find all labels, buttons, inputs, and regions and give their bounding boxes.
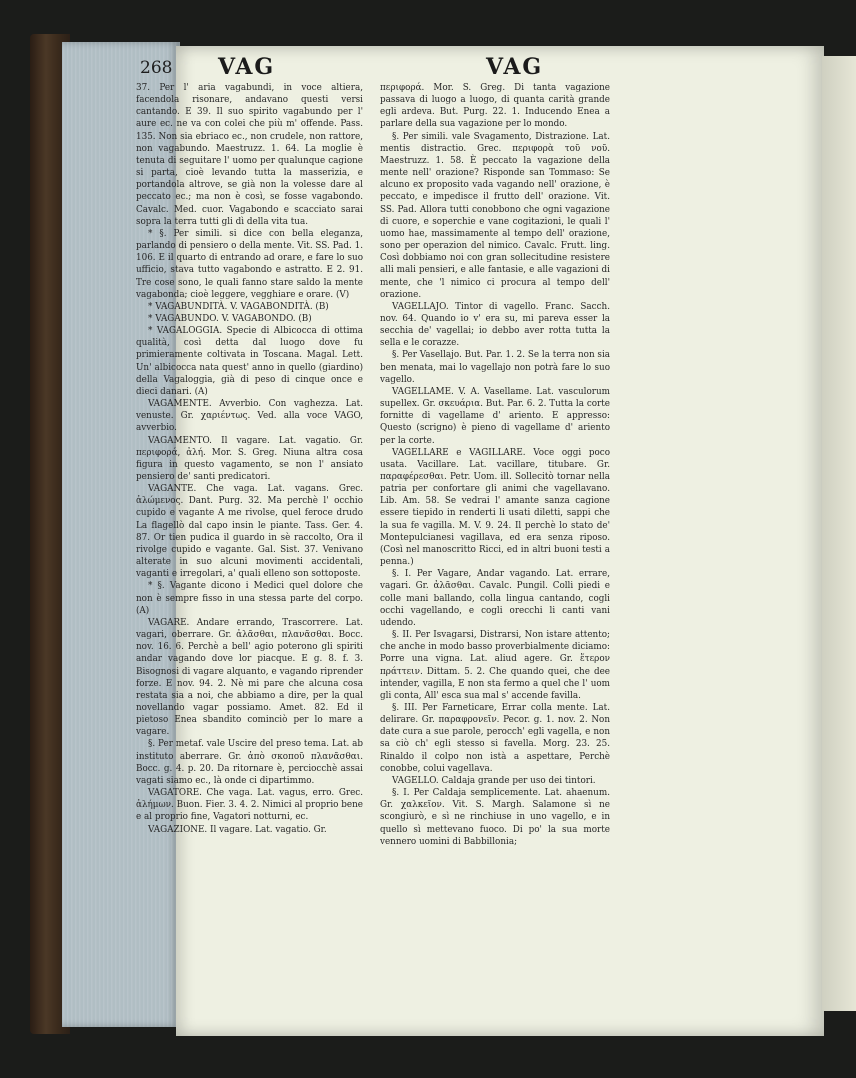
paragraph: * §. Per simili. si dice con bella eleganza, parlando di pensiero o della mente. Vit. SS. Pad. 1. 106. E il quarto di entrando ad orare, e fare lo suo ufficio, stava tutto vagabondo e astratto. E 2. 91. Tre cose sono, le quali fanno stare saldo la mente vagabonda; cioè leggere, vegghiare e orare. (V) (136, 228, 363, 300)
paragraph: §. Per simili. vale Svagamento, Distrazione. Lat. mentis distractio. Grec. περιφορὰ τοῦ νοῦ. Maestruzz. 1. 58. È peccato la vagazione della mente nell' orazione? Risponde san Tommaso: Se alcuno ex proposito vada vagando nell' orazione, è peccato, e impedisce il frutto dell' orazione. Vit. SS. Pad. Allora tutti conobbono che ogni vagazione di cuore, e soperchie e vane cogitazioni, le quali l' uomo hae, massimamente al tempo dell' orazione, sono per operazion del nimico. Cavalc. Frutt. ling. Così dobbiamo noi con gran sollecitudine resistere alli mali pensieri, e alle fantasie, e alle vagazioni di mente, che 'l nimico ci procura al tempo dell' orazione. (380, 131, 610, 300)
running-head-right: VAG (486, 54, 544, 80)
paragraph: VAGAZIONE. Il vagare. Lat. vagatio. Gr. (148, 824, 327, 835)
paragraph: VAGAMENTE. Avverbio. Con vaghezza. Lat. venuste. Gr. χαριέντως. Ved. alla voce VAGO, avverbio. (136, 399, 363, 434)
paragraph: VAGELLAME. V. A. Vasellame. Lat. vasculorum supellex. Gr. σκευάρια. But. Par. 6. 2. Tutta la corte fornitte di vagellame d' ariento. E appresso: Questo (scrigno) è pieno di vagellame d' ariento per la corte. (380, 386, 610, 446)
paragraph: VAGANTE. Che vaga. Lat. vagans. Grec. ἀλώμενος. Dant. Purg. 32. Ma perchè l' occhio cupido e vagante A me rivolse, quel feroce drudo La flagellò dal capo insin le piante. Tass. Ger. 4. 87. Or tien pudica il guardo in sè raccolto, Ora il rivolge cupido e vagante. Gal. Sist. 37. Venivano alterate in suo alcuni movimenti accidentali, vaganti e irregolari, a' quali elleno son sottoposte. (136, 484, 363, 580)
paragraph: VAGELLAJO. Tintor di vagello. Franc. Sacch. nov. 64. Quando io v' era su, mi pareva esser la secchia de' vagellai; io debbo aver rotta tutta la sella e le corazze. (380, 301, 610, 349)
paragraph: VAGAMENTO. Il vagare. Lat. vagatio. Gr. περιφορά, ἀλή. Mor. S. Greg. Niuna altra cosa figura in questo vagamento, se non l' ansiato pensiero de' santi predicatori. (136, 435, 363, 482)
paragraph: * VAGABUNDITÀ. V. VAGABONDITÀ. (B) (148, 301, 329, 312)
paragraph: * VAGALOGGIA. Specie di Albicocca di ottima qualità, così detta dal luogo dove fu primieramente coltivata in Toscana. Magal. Lett. Un' albicocca nata quest' anno in quello (giardino) della Vagaloggia, già di peso di cinque once e dieci danari. (A) (136, 326, 363, 397)
right-column (380, 82, 610, 950)
paragraph: VAGARE. Andare errando, Trascorrere. Lat. vagari, oberrare. Gr. ἀλᾶσθαι, πλανᾶσθαι. Bocc. nov. 16. 6. Perchè a bell' agio poterono gli spiriti andar vagando dove lor piacque. E g. 8. f. 3. Bisognosi di vagare alquanto, e vagando riprender forze. E nov. 94. 2. Nè mi pare che alcuna cosa restata sia a noi, che abbiamo a dire, per la qual novellando vagar possiamo. Amet. 82. Ed il pietoso Enea sbandito cominciò per lo mare a vagare. (136, 617, 363, 738)
facing-page-edge (822, 56, 856, 1011)
paragraph: VAGELLARE e VAGILLARE. Voce oggi poco usata. Vacillare. Lat. vacillare, titubare. Gr. παραφέρεσθαι. Petr. Uom. ill. Sollecitò tornar nella patria per confortare gli animi che vagellavano. Lib. Am. 58. Se vedrai l' amante sanza cagione essere tiepido in renderti li usati diletti, sappi che la sua fe vagilla. M. V. 9. 24. Il perchè lo stato de' Montepulcianesi vagillava, ed era senza riposo. (Così nel manoscritto Ricci, ed in altri buoni testi a penna.) (380, 447, 610, 568)
paragraph: VAGATORE. Che vaga. Lat. vagus, erro. Grec. ἀλήμων. Buon. Fier. 3. 4. 2. Nimici al proprio bene e al proprio fine, Vagatori notturni, ec. (136, 788, 363, 823)
paragraph: §. III. Per Farneticare, Errar colla mente. Lat. delirare. Gr. παραφρονεῖν. Pecor. g. 1. nov. 2. Non date cura a sue parole, perocch' egli vagella, e non sa ciò ch' egli stesso si favella. Morg. 23. 25. Rinaldo il colpo non istà a aspettare, Perchè conobbe, colui vagellava. (380, 702, 610, 774)
left-column (136, 82, 363, 950)
page-number: 268 (140, 58, 173, 78)
paragraph: 37. Per l' aria vagabundi, in voce altiera, facendola risonare, andavano questi versi cantando. E 39. Il suo spirito vagabundo per l' aure ec. ne va con colei che più m' offende. Pass. 135. Non sia ebriaco ec., non crudele, non rattore, non vagabundo. Maestruzz. 1. 64. La moglie è tenuta di seguitare l' uomo per qualunque cagione si parta, cioè levando tutta la masserizia, e portandola altrove, se già non la volesse dare al peccato ec.; ma non è così, se fosse vagabondo. Cavalc. Med. cuor. Vagabondo e scacciato sarai sopra la terra tutti gli dì della vita tua. (136, 83, 363, 227)
paragraph: §. I. Per Vagare, Andar vagando. Lat. errare, vagari. Gr. ἀλᾶσθαι. Cavalc. Pungil. Colli piedi e colle mani ballando, colla lingua cantando, cogli occhi vagellando, e cogli orecchi li canti vani udendo. (380, 569, 610, 628)
paragraph: §. Per Vasellajo. But. Par. 1. 2. Se la terra non sia ben menata, mai lo vagellajo non potrà fare lo suo vagello. (380, 350, 610, 385)
paragraph: §. I. Per Caldaja semplicemente. Lat. ahaenum. Gr. χαλκεῖον. Vit. S. Margh. Salamone sì ne scongiurò, e sì ne rinchiuse in uno vagello, e in quello sì mettevano fuoco. Di po' la sua morte vennero uomini di Babbillonia; (380, 788, 610, 847)
paragraph: §. II. Per Isvagarsi, Distrarsi, Non istare attento; che anche in modo basso proverbialmente diciamo: Porre una vigna. Lat. aliud agere. Gr. ἕτερον πράττειν. Dittam. 5. 2. Che quando quei, che dee intender, vagilla, E non sta fermo a quel che l' uom gli conta, All' esca sua mal s' accende favilla. (380, 630, 610, 701)
paragraph: VAGELLO. Caldaja grande per uso dei tintori. (392, 775, 596, 786)
paragraph: §. Per metaf. vale Uscire del preso tema. Lat. ab instituto aberrare. Gr. ἀπὸ σκοποῦ πλανᾶσθαι. Bocc. g. 4. p. 20. Da ritornare è, perciocchè assai vagati siamo ec., là onde ci dipartimmo. (136, 739, 363, 786)
paragraph: * §. Vagante dicono i Medici quel dolore che non è sempre fisso in una stessa parte del corpo. (A) (136, 581, 363, 616)
page-header (140, 52, 630, 82)
paragraph: * VAGABUNDO. V. VAGABONDO. (B) (148, 313, 312, 324)
running-head-left: VAG (218, 54, 276, 80)
paragraph: περιφορά. Mor. S. Greg. Di tanta vagazione passava di luogo a luogo, di quanta carità grande egli ardeva. But. Purg. 22. 1. Inducendo Enea a parlare della sua vagazione per lo mondo. (380, 83, 610, 130)
